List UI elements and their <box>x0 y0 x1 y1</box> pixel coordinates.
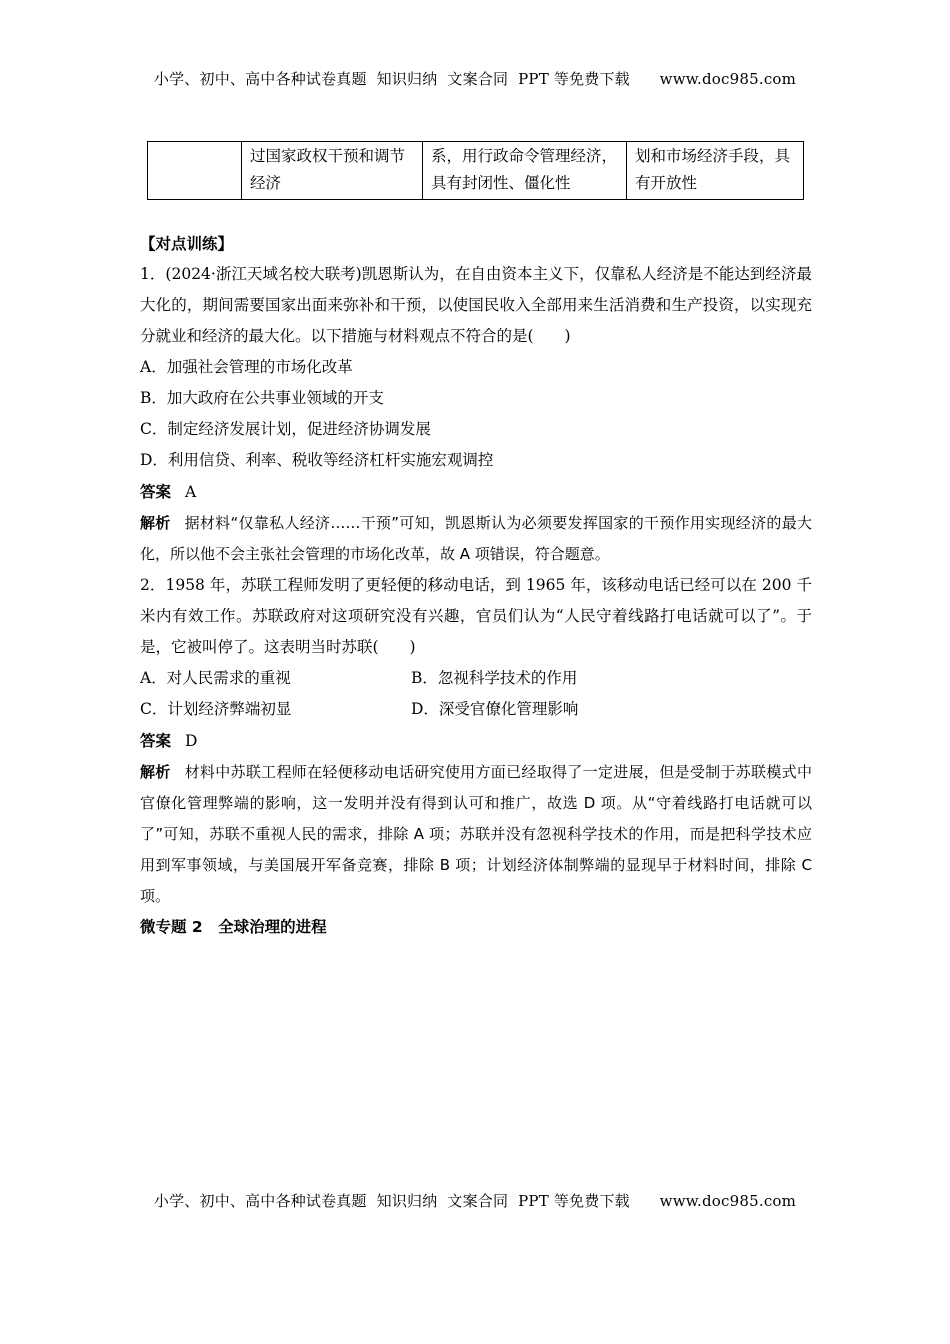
option-c: C．计划经济弊端初显 <box>140 700 292 718</box>
option-a: A．对人民需求的重视 <box>140 669 291 687</box>
options-row <box>140 694 812 725</box>
table-cell: 过国家政权干预和调节经济 <box>242 142 423 200</box>
answer-line <box>140 476 812 508</box>
page-footer: 小学、初中、高中各种试卷真题 知识归纳 文案合同 PPT 等免费下载 www.doc985.com <box>153 1192 797 1210</box>
option-b: B．加大政府在公共事业领域的开支 <box>140 389 384 407</box>
subtopic-heading: 微专题 2 全球治理的进程 <box>140 918 327 936</box>
question-stem: 2．1958 年，苏联工程师发明了更轻便的移动电话，到 1965 年，该移动电话已经可以在 200 千米内有效工作。苏联政府对这项研究没有兴趣，官员们认为“人民守着线路打电话就可以了”。于是，它被叫停了。这表明当时苏联( ) <box>140 576 812 656</box>
page-header: 小学、初中、高中各种试卷真题 知识归纳 文案合同 PPT 等免费下载 www.doc985.com <box>153 70 797 88</box>
table-cell: 系，用行政命令管理经济，具有封闭性、僵化性 <box>423 142 627 200</box>
option-c: C．制定经济发展计划，促进经济协调发展 <box>140 420 431 438</box>
analysis-label: 解析 <box>140 514 171 532</box>
question-2 <box>140 570 812 912</box>
option-d: D．深受官僚化管理影响 <box>411 700 579 718</box>
section-title: 【对点训练】 <box>140 234 234 253</box>
option-d: D．利用信贷、利率、税收等经济杠杆实施宏观调控 <box>140 451 494 469</box>
question-1 <box>140 259 812 570</box>
analysis <box>140 508 812 570</box>
table-cell <box>148 142 242 200</box>
answer-line <box>140 725 812 757</box>
option-a: A．加强社会管理的市场化改革 <box>140 358 353 376</box>
answer-value: D <box>185 732 198 750</box>
analysis-label: 解析 <box>140 763 171 781</box>
document-body <box>140 228 812 943</box>
analysis-text: 据材料“仅靠私人经济……干预”可知，凯恩斯认为必须要发挥国家的干预作用实现经济的最大化，所以他不会主张社会管理的市场化改革，故 A 项错误，符合题意。 <box>140 514 812 563</box>
answer-label: 答案 <box>140 731 172 750</box>
table-cell: 划和市场经济手段，具有开放性 <box>627 142 804 200</box>
answer-label: 答案 <box>140 482 172 501</box>
options-row <box>140 663 812 694</box>
analysis-text: 材料中苏联工程师在轻便移动电话研究使用方面已经取得了一定进展，但是受制于苏联模式中官僚化管理弊端的影响，这一发明并没有得到认可和推广，故选 D 项。从“守着线路打电话就可以了”可知，苏联不重视人民的需求，排除 A 项；苏联并没有忽视科学技术的作用，而是把科学技术应用到军事领域，与美国展开军备竞赛，排除 B 项；计划经济体制弊端的显现早于材料时间，排除 C 项。 <box>140 763 812 905</box>
answer-value: A <box>185 483 197 501</box>
question-stem: 1．(2024·浙江天域名校大联考)凯恩斯认为，在自由资本主义下，仅靠私人经济是不能达到经济最大化的，期间需要国家出面来弥补和干预，以使国民收入全部用来生活消费和生产投资，以实现充分就业和经济的最大化。以下措施与材料观点不符合的是( ) <box>140 265 812 345</box>
analysis <box>140 757 812 912</box>
option-b: B．忽视科学技术的作用 <box>411 669 578 687</box>
continued-table <box>147 141 804 200</box>
table-row <box>148 142 804 200</box>
